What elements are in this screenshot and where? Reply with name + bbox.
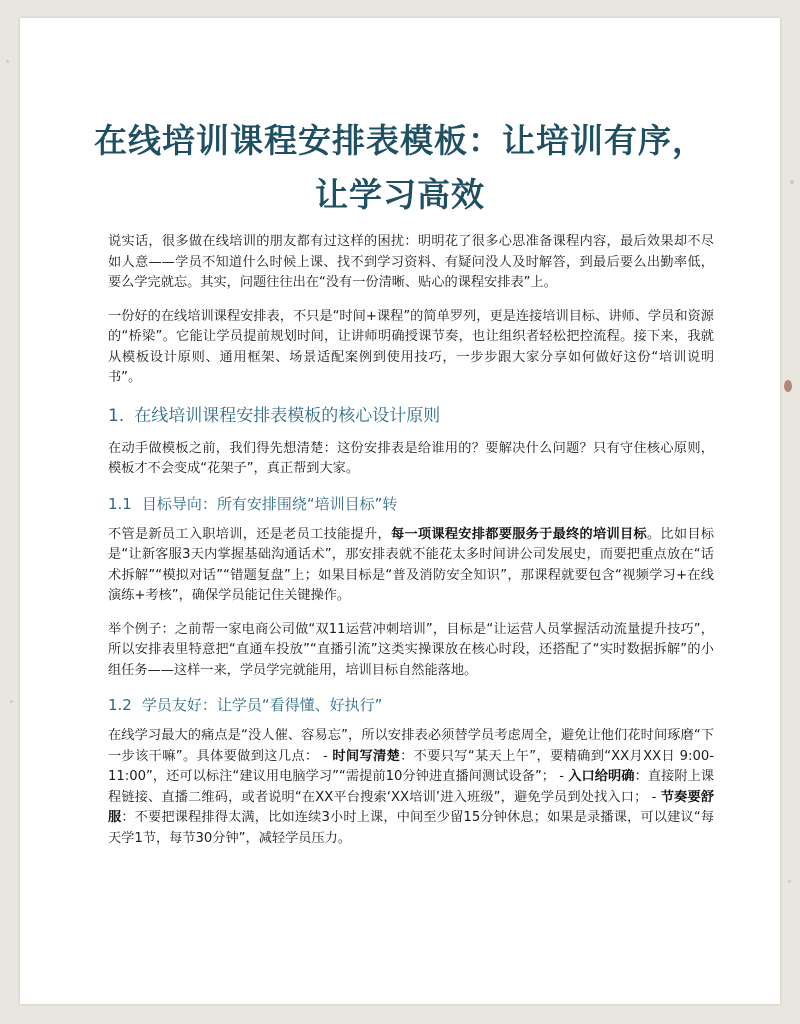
bold-text-run: 入口给明确 — [568, 769, 635, 784]
subsection-title: 学员友好：让学员“看得懂、好执行” — [141, 696, 383, 714]
text-run: 在线学习最大的痛点是“没人催、容易忘”，所以安排表必须替学员考虑周全，避免让他们花时间琢磨“下一步该干嘛”。具体要做到这几点： - — [108, 728, 714, 764]
document-page — [20, 18, 780, 1004]
subsection-number: 1.1 — [108, 494, 132, 513]
subsection-number: 1.2 — [108, 696, 132, 714]
subsection-1-2-paragraph — [108, 726, 714, 849]
intro-paragraph-1: 说实话，很多做在线培训的朋友都有过这样的困扰：明明花了很多心思准备课程内容，最后效果却不尽如人意——学员不知道什么时候上课、找不到学习资料、有疑问没人及时解答，到最后要么出勤率低，要么学完就忘。其实，问题往往出在“没有一份清晰、贴心的课程安排表”上。 — [108, 234, 714, 290]
subsection-heading-1-1 — [108, 494, 714, 514]
page-title: 在线培训课程安排表模板：让培训有序，让学习高效 — [94, 121, 706, 214]
bold-text-run: 每一项课程安排都要服务于最终的培训目标 — [390, 526, 647, 542]
intro-paragraph-2: 一份好的在线培训课程安排表，不只是“时间+课程”的简单罗列，更是连接培训目标、讲师、学员和资源的“桥梁”。它能让学员提前规划时间，让讲师明确授课节奏，也让组织者轻松把控流程。接下来，我就从模板设计原则、通用框架、场景适配案例到使用技巧，一步步跟大家分享如何做好这份“培训说明书”。 — [108, 308, 714, 385]
text-run: 不管是新员工入职培训，还是老员工技能提升， — [108, 526, 391, 542]
subsection-title: 目标导向：所有安排围绕“培训目标”转 — [141, 494, 398, 513]
section-title: 在线培训课程安排表模板的核心设计原则 — [134, 405, 441, 426]
bold-text-run: 节奏要舒服 — [108, 789, 715, 825]
section-heading-1 — [108, 405, 714, 427]
document-body — [108, 232, 714, 862]
text-run: ：直接附上课程链接、直播二维码，或者说明“在XX平台搜索‘XX培训’进入班级”，避免学员到处找入口； - — [108, 769, 715, 805]
section-number: 1. — [108, 405, 125, 426]
text-run: ：不要只写“某天上午”，要精确到“XX月XX日 9:00-11:00”，还可以标注“建议用电脑学习”“需提前10分钟进直播间测试设备”； - — [108, 748, 714, 784]
bold-text-run: 时间写清楚 — [332, 748, 401, 764]
text-run: ：不要把课程排得太满，比如连续3小时上课，中间至少留15分钟休息；如果是录播课，可以建议“每天学1节，每节30分钟”，减轻学员压力。 — [108, 810, 715, 846]
text-run: 。比如目标是“让新客服3天内掌握基础沟通话术”，那安排表就不能花太多时间讲公司发展史，而要把重点放在“话术拆解”“模拟对话”“错题复盘”上；如果目标是“普及消防安全知识”，那课程就要包含“视频学习+在线演练+考核”，确保学员能记住关键操作。 — [108, 526, 715, 603]
subsection-heading-1-2 — [108, 695, 714, 715]
subsection-1-1-paragraph-1 — [108, 525, 714, 607]
subsection-1-1-paragraph-2: 举个例子：之前帮一家电商公司做“双11运营冲刺培训”，目标是“让运营人员掌握活动流量提升技巧”，所以安排表里特意把“直通车投放”“直播引流”这类实操课放在核心时段，还搭配了“实时数据拆解”的小组任务——这样一来，学员学完就能用，培训目标自然能落地。 — [108, 621, 714, 678]
section-lead-paragraph: 在动手做模板之前，我们得先想清楚：这份安排表是给谁用的？要解决什么问题？只有守住核心原则，模板才不会变成“花架子”，真正帮到大家。 — [108, 440, 714, 476]
